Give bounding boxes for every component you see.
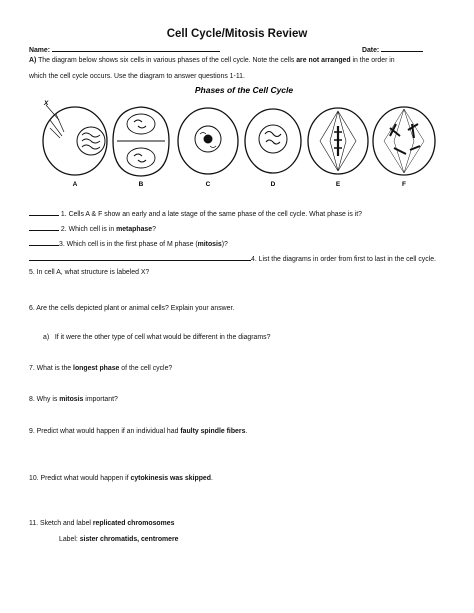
label-c: C [205,181,211,188]
question-1: 1. Cells A & F show an early and a late stage of the same phase of the cell cycle. What phase is it? [29,208,362,219]
cell-f [373,107,435,175]
cell-c [178,108,238,174]
question-4: 4. List the diagrams in order from first to last in the cell cycle. [29,253,436,264]
cell-cycle-diagram [38,84,438,190]
question-3: 3. Which cell is in the first phase of M phase (mitosis)? [29,238,228,249]
date-blank[interactable] [381,44,423,52]
label-a: A [72,181,78,188]
intro-line-1: A) The diagram below shows six cells in various phases of the cell cycle. Note the cells are not arranged in the order in [29,57,395,64]
name-blank[interactable] [52,44,220,52]
name-label: Name: [29,47,51,54]
intro-line-2: which the cell cycle occurs. Use the diagram to answer questions 1-11. [29,73,245,80]
question-7: 7. What is the longest phase of the cell cycle? [29,365,173,372]
page-title: Cell Cycle/Mitosis Review [166,28,308,40]
diagram-title: Phases of the Cell Cycle [194,85,294,95]
label-x: X [44,100,49,107]
question-11-labels: Label: sister chromatids, centromere [59,536,179,543]
label-f: F [402,181,406,188]
answer-blank-4[interactable] [29,253,251,261]
cell-a [43,105,107,175]
question-6: 6. Are the cells depicted plant or animal cells? Explain your answer. [29,305,235,312]
question-9: 9. Predict what would happen if an individual had faulty spindle fibers. [29,428,248,435]
label-d: D [270,181,276,188]
date-label: Date: [362,47,380,54]
answer-blank-1[interactable] [29,208,59,216]
question-5: 5. In cell A, what structure is labeled X? [29,269,150,276]
answer-blank-3[interactable] [29,238,59,246]
date-field[interactable] [362,44,423,55]
name-field[interactable] [29,44,220,55]
label-b: B [138,181,144,188]
cell-e [308,108,368,174]
answer-blank-2[interactable] [29,223,59,231]
question-2: 2. Which cell is in metaphase? [29,223,156,234]
cell-b [113,107,169,176]
cell-d [245,109,301,173]
question-11: 11. Sketch and label replicated chromosomes [29,520,175,527]
question-10: 10. Predict what would happen if cytokinesis was skipped. [29,475,213,482]
question-6a: a) If it were the other type of cell what would be different in the diagrams? [43,334,271,341]
label-e: E [335,181,341,188]
question-8: 8. Why is mitosis important? [29,396,118,403]
